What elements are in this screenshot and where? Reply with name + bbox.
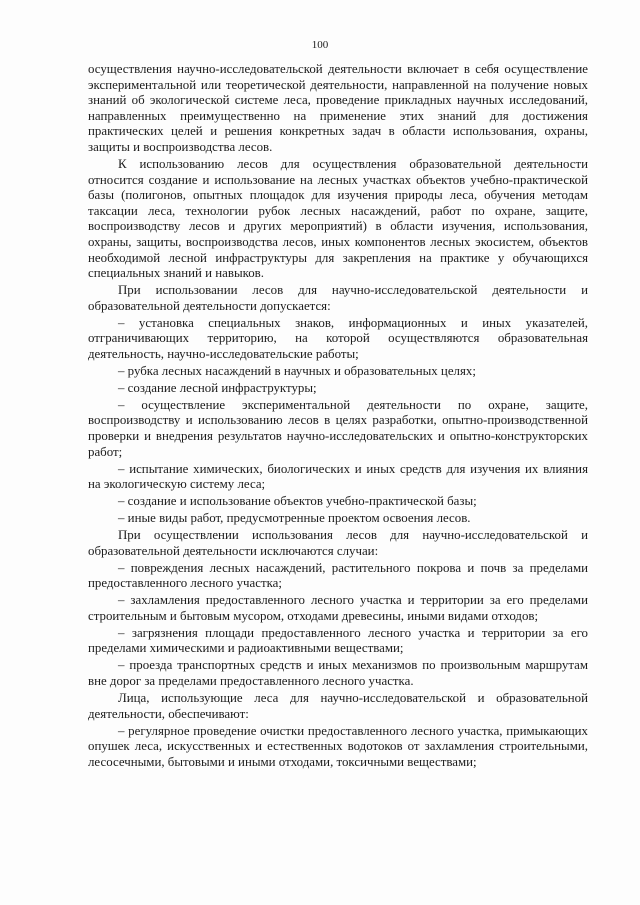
paragraph: Лица, использующие леса для научно-исследовательской и образовательной деятельности, обеспечивают: (88, 691, 588, 721)
list-item: – создание и использование объектов учебно-практической базы; (118, 494, 477, 509)
paragraph: осуществления научно-исследовательской деятельности включает в себя осуществление экспериментальной или теоретической деятельности, направленной на получение новых знаний об экологической системе леса, проведение прикладных научных исследований, направленных преимущественно на применение этих знаний для достижения практических целей и решения конкретных задач в области использования, охраны, защиты и воспроизводства лесов. (88, 62, 588, 154)
paragraph: При использовании лесов для научно-исследовательской деятельности и образовательной деятельности допускается: (88, 283, 588, 313)
list-item: – испытание химических, биологических и иных средств для изучения их влияния на экологическую систему леса; (88, 461, 588, 492)
document-body (88, 62, 588, 772)
list-item: – иные виды работ, предусмотренные проектом освоения лесов. (118, 511, 471, 526)
list-item: – проезда транспортных средств и иных механизмов по произвольным маршрутам вне дорог за пределами предоставленного лесного участка. (88, 658, 588, 689)
list-item: – повреждения лесных насаждений, растительного покрова и почв за пределами предоставленного лесного участка; (88, 560, 588, 591)
list-item: – создание лесной инфраструктуры; (118, 380, 317, 395)
list-item: – захламления предоставленного лесного участка и территории за его пределами строительным и бытовым мусором, отходами древесины, иными видами отходов; (88, 593, 588, 623)
list-item: – осуществление экспериментальной деятельности по охране, защите, воспроизводству и использованию лесов в целях разработки, опытно-производственной проверки и внедрения результатов научно-исследовательских и опытно-конструкторских работ; (88, 397, 588, 459)
list-item: – загрязнения площади предоставленного лесного участка и территории за его пределами химическими и радиоактивными веществами; (88, 625, 588, 656)
paragraph: К использованию лесов для осуществления образовательной деятельности относится создание и использование на лесных участках объектов учебно-практической базы (полигонов, опытных площадок для изучения природы леса, обучения методам таксации леса, технологии рубок лесных насаждений, работ по охране, защите, воспроизводству лесов и других мероприятий) в области изучения, использования, охраны, защиты, воспроизводства лесов, иных компонентов лесных экосистем, объектов необходимой лесной инфраструктуры для закрепления на практике у обучающихся специальных знаний и навыков. (88, 156, 588, 281)
list-item: – регулярное проведение очистки предоставленного лесного участка, примыкающих опушек леса, искусственных и естественных водотоков от захламления строительными, лесосечными, бытовыми и иными отходами, токсичными веществами; (88, 723, 588, 769)
list-item: – рубка лесных насаждений в научных и образовательных целях; (118, 363, 476, 378)
list-item: – установка специальных знаков, информационных и иных указателей, отграничивающих территорию, на которой осуществляются образовательная деятельность, научно-исследовательские работы; (88, 315, 588, 361)
paragraph: При осуществлении использования лесов для научно-исследовательской и образовательной деятельности исключаются случаи: (88, 528, 588, 558)
page-number: 100 (311, 39, 329, 51)
